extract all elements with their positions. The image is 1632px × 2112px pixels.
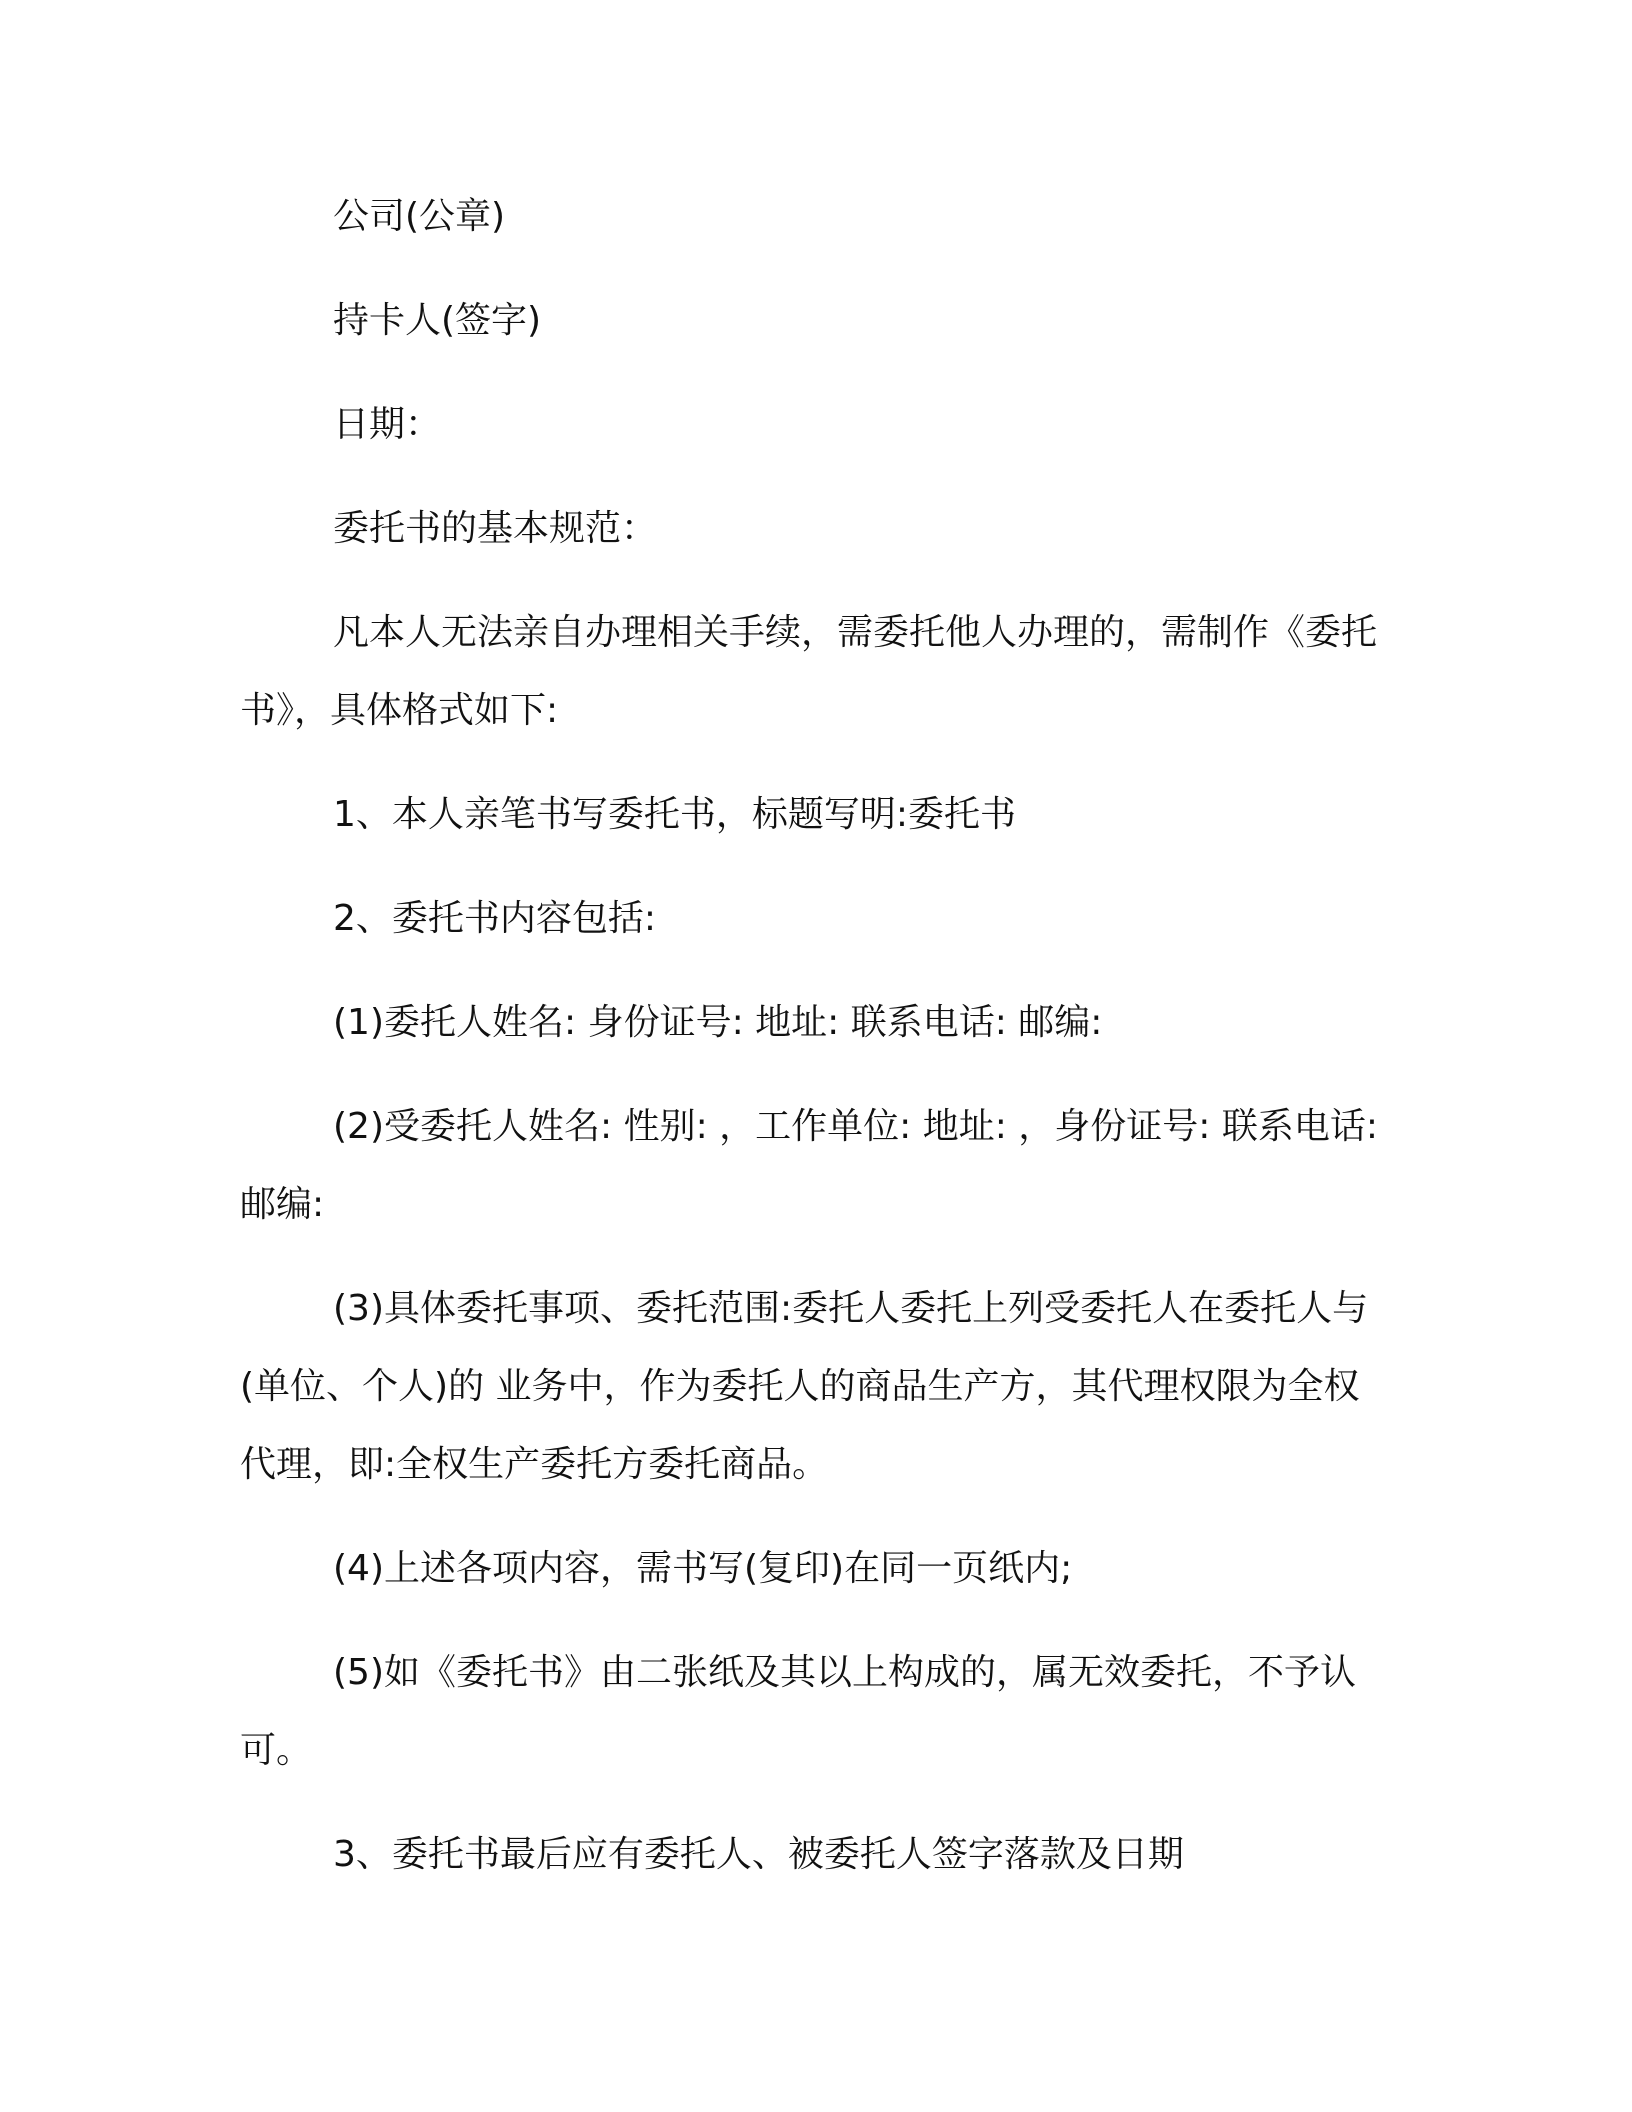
document-body <box>240 178 1390 1920</box>
rule-2-item-4: (4)上述各项内容，需书写(复印)在同一页纸内; <box>333 1548 1073 1589</box>
rule-2-item-2: (2)受委托人姓名: 性别: ，工作单位: 地址: ，身份证号: 联系电话: 邮编: <box>240 1106 1378 1225</box>
cardholder-signature-line: 持卡人(签字) <box>333 300 542 341</box>
rule-2-item-1: (1)委托人姓名: 身份证号: 地址: 联系电话: 邮编: <box>333 1002 1103 1043</box>
rule-1: 1、本人亲笔书写委托书，标题写明:委托书 <box>333 794 1017 835</box>
intro-paragraph: 凡本人无法亲自办理相关手续，需委托他人办理的，需制作《委托书》，具体格式如下: <box>240 612 1378 731</box>
section-heading: 委托书的基本规范： <box>333 508 658 549</box>
rule-2: 2、委托书内容包括: <box>333 898 657 939</box>
rule-2-item-3: (3)具体委托事项、委托范围:委托人委托上列受委托人在委托人与 (单位、个人)的 业务中，作为委托人的商品生产方，其代理权限为全权代理，即:全权生产委托方委托商品。 <box>240 1288 1369 1485</box>
rule-3: 3、委托书最后应有委托人、被委托人签字落款及日期 <box>333 1834 1184 1875</box>
company-seal-line: 公司(公章) <box>333 196 506 237</box>
rule-2-item-5: (5)如《委托书》由二张纸及其以上构成的，属无效委托，不予认可。 <box>240 1652 1356 1771</box>
date-line: 日期： <box>333 404 442 445</box>
